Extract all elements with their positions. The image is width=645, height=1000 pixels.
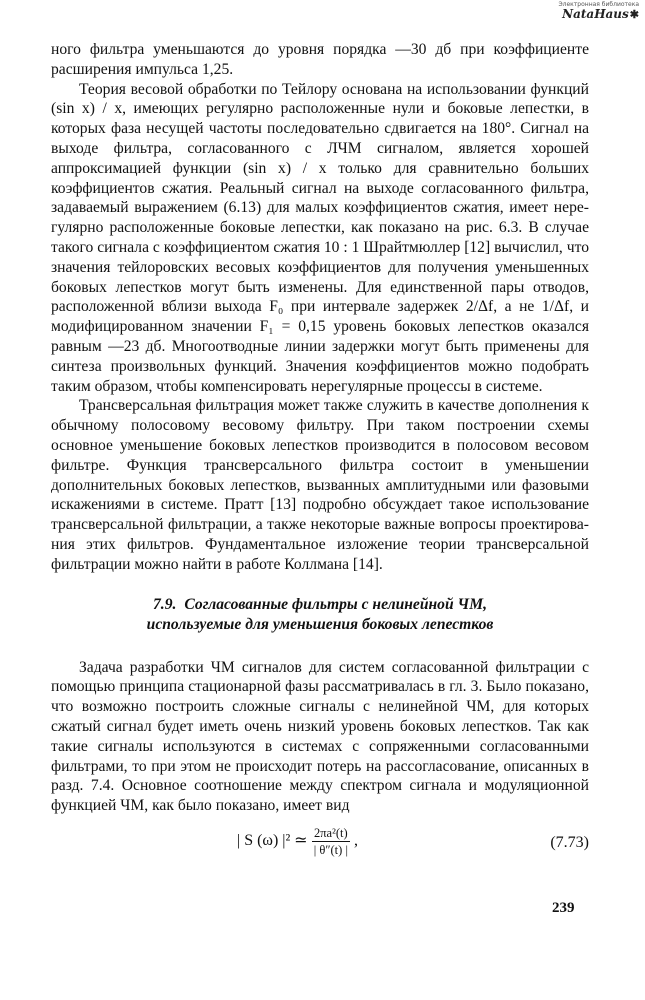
page-content	[51, 40, 589, 868]
equation-7-73	[51, 822, 589, 868]
watermark-logo	[558, 8, 639, 20]
watermark	[558, 2, 639, 20]
equation-lhs: | S (ω) |² ≃	[237, 832, 308, 850]
paragraph-taylor-weighting: Теория весовой обработки по Тейлору основана на использовании функций (sin x) / x, имеющих регулярно расположенные нули и боковые лепестки, в которых фаза несущей частоты последовательно сдвигается на 180°. Сигнал на выходе фильтра, согласованного с ЛЧМ сигналом, является хорошей аппроксимацией функции (sin x) / x только для сравнительно больших коэффициентов сжатия. Реальный сигнал на выходе согласованного фильтра, задаваемый выражением (6.13) для малых коэффициентов сжатия, имеет нерегулярно расположенные боковые лепестки, как показано на рис. 6.3. В случае такого сигнала с коэффициентом сжатия 10 : 1 Шрайтмюллер [12] вычислил, что значения тейлоровских весовых коэффициентов для получения уменьшенных боковых лепестков могут быть изменены. Для единственной пары отводов, расположенной вблизи выхода F₀ при интервале задержек 2/Δf, а не 1/Δf, и модифицированном значении F₁ = 0,15 уровень боковых лепестков оказался равным —23 дб. Многоотводные линии задержки могут быть применены для синтеза произвольных функций. Значения коэффициентов можно подобрать таким образом, чтобы компенсировать нерегулярные процессы в системе.	[51, 80, 589, 395]
paragraph-nonlinear-fm: Задача разработки ЧМ сигналов для систем согласованной фильтрации с помощью принципа стационарной фазы рассматривалась в гл. 3. Было показано, что возможно построить сложные сигналы с нелинейной ЧМ, для которых сжатый сигнал будет иметь очень низкий уровень боковых лепестков. Так как такие сигналы используются в системах с сопряженными согласованными фильтрами, то при этом не происходит потерь на рассогласование, описанных в разд. 7.4. Основное соотношение между спектром сигнала и модуляционной функцией ЧМ, как было показано, имеет вид	[51, 658, 589, 815]
equation-fraction	[312, 826, 350, 857]
equation-numerator: 2πa²(t)	[314, 825, 348, 840]
section-heading-line1	[51, 595, 589, 615]
paragraph-continuation: ного фильтра уменьшаются до уровня порядка —30 дб при коэффициенте расширения импульса 1,25.	[51, 41, 589, 78]
section-title-line1: Согласованные фильтры с нелинейной ЧМ,	[184, 595, 487, 613]
equation-trailing-comma: ,	[353, 832, 358, 850]
section-heading	[51, 595, 589, 635]
equation-denominator: | θ″(t) |	[313, 842, 348, 857]
paragraph-transversal-filtering: Трансверсальная фильтрация может также служить в качестве дополнения к обычному полосовому весовому фильтру. При таком построении схемы основное уменьшение боковых лепестков производится в полосовом весовом фильтре. Функция трансверсального фильтра состоит в уменьшении дополнительных боковых лепестков, вызванных амплитудными или фазовыми искажениями в системе. Пратт [13] подробно обсуждает такое использование трансверсальной фильтрации, а также некоторые важные вопросы проектирования этих фильтров. Фундаментальное изложение теории трансверсальной фильтрации можно найти в работе Коллмана [14].	[51, 397, 589, 573]
section-title-line2: используемые для уменьшения боковых лепестков	[146, 615, 494, 633]
watermark-logo-text: NataHaus	[562, 7, 629, 21]
equation-body	[237, 826, 358, 857]
section-number: 7.9.	[153, 595, 177, 613]
watermark-caption: Электронная библиотека	[558, 1, 639, 8]
watermark-star-icon: ✱	[629, 8, 639, 21]
equation-number: (7.73)	[550, 833, 589, 851]
page-number: 239	[552, 900, 575, 916]
